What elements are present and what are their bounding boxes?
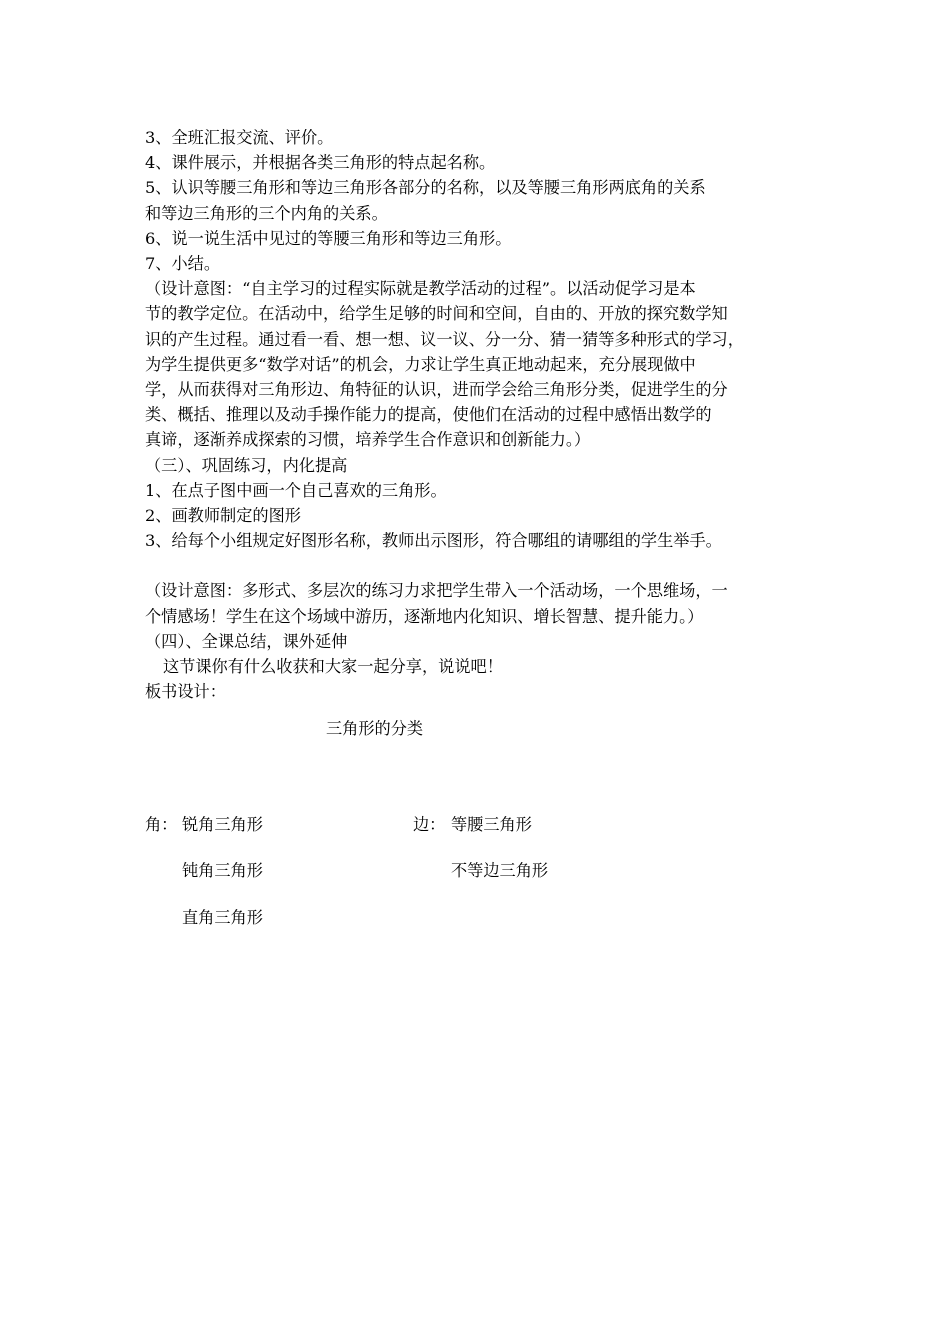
list-item: 4、课件展示，并根据各类三角形的特点起名称。 — [145, 153, 496, 173]
design-intent-line: （设计意图：“自主学习的过程实际就是教学活动的过程”。以活动促学习是本 — [145, 279, 696, 299]
design-intent-line: 个情感场！学生在这个场域中游历，逐渐地内化知识、增长智慧、提升能力。） — [145, 606, 704, 626]
summary-line: 这节课你有什么收获和大家一起分享，说说吧！ — [163, 657, 503, 677]
design-intent-line: 类、概括、推理以及动手操作能力的提高，使他们在活动的过程中感悟出数学的 — [145, 405, 712, 425]
list-item: 3、全班汇报交流、评价。 — [145, 128, 334, 147]
list-item: 6、说一说生活中见过的等腰三角形和等边三角形。 — [145, 228, 512, 248]
blank-line — [145, 553, 810, 578]
angle-item-acute: 锐角三角形 — [182, 815, 263, 834]
design-intent-line: 真谛，逐渐养成探索的习惯，培养学生合作意识和创新能力。） — [145, 430, 591, 450]
board-title: 三角形的分类 — [326, 719, 424, 738]
side-item-isosceles: 等腰三角形 — [451, 815, 532, 834]
design-intent-line: 学，从而获得对三角形边、角特征的认识，进而学会给三角形分类，促进学生的分 — [145, 380, 728, 400]
angle-item-right: 直角三角形 — [182, 908, 263, 927]
angle-item-obtuse: 钝角三角形 — [182, 861, 263, 880]
section-heading: （四）、全课总结，课外延伸 — [145, 631, 348, 651]
design-intent-line: 识的产生过程。通过看一看、想一想、议一议、分一分、猜一猜等多种形式的学习， — [145, 329, 744, 349]
design-intent-line: （设计意图：多形式、多层次的练习力求把学生带入一个活动场，一个思维场，一 — [145, 581, 728, 601]
paragraph-line: 和等边三角形的三个内角的关系。 — [145, 203, 388, 223]
list-item: 3、给每个小组规定好图形名称，教师出示图形，符合哪组的请哪组的学生举手。 — [145, 531, 722, 551]
list-item: 2、画教师制定的图形 — [145, 506, 301, 526]
board-design-label: 板书设计： — [145, 682, 226, 702]
section-heading: （三）、巩固练习，内化提高 — [145, 455, 348, 475]
design-intent-line: 为学生提供更多“数学对话”的机会，力求让学生真正地动起来，充分展现做中 — [145, 354, 696, 374]
body-text — [145, 125, 810, 704]
list-item: 1、在点子图中画一个自己喜欢的三角形。 — [145, 480, 447, 500]
list-item: 5、认识等腰三角形和等边三角形各部分的名称，以及等腰三角形两底角的关系 — [145, 178, 706, 198]
angle-label: 角： — [145, 815, 178, 834]
side-label: 边： — [413, 815, 446, 834]
list-item: 7、小结。 — [145, 254, 221, 274]
design-intent-line: 节的教学定位。在活动中，给学生足够的时间和空间，自由的、开放的探究数学知 — [145, 304, 728, 324]
side-item-scalene: 不等边三角形 — [451, 861, 549, 880]
